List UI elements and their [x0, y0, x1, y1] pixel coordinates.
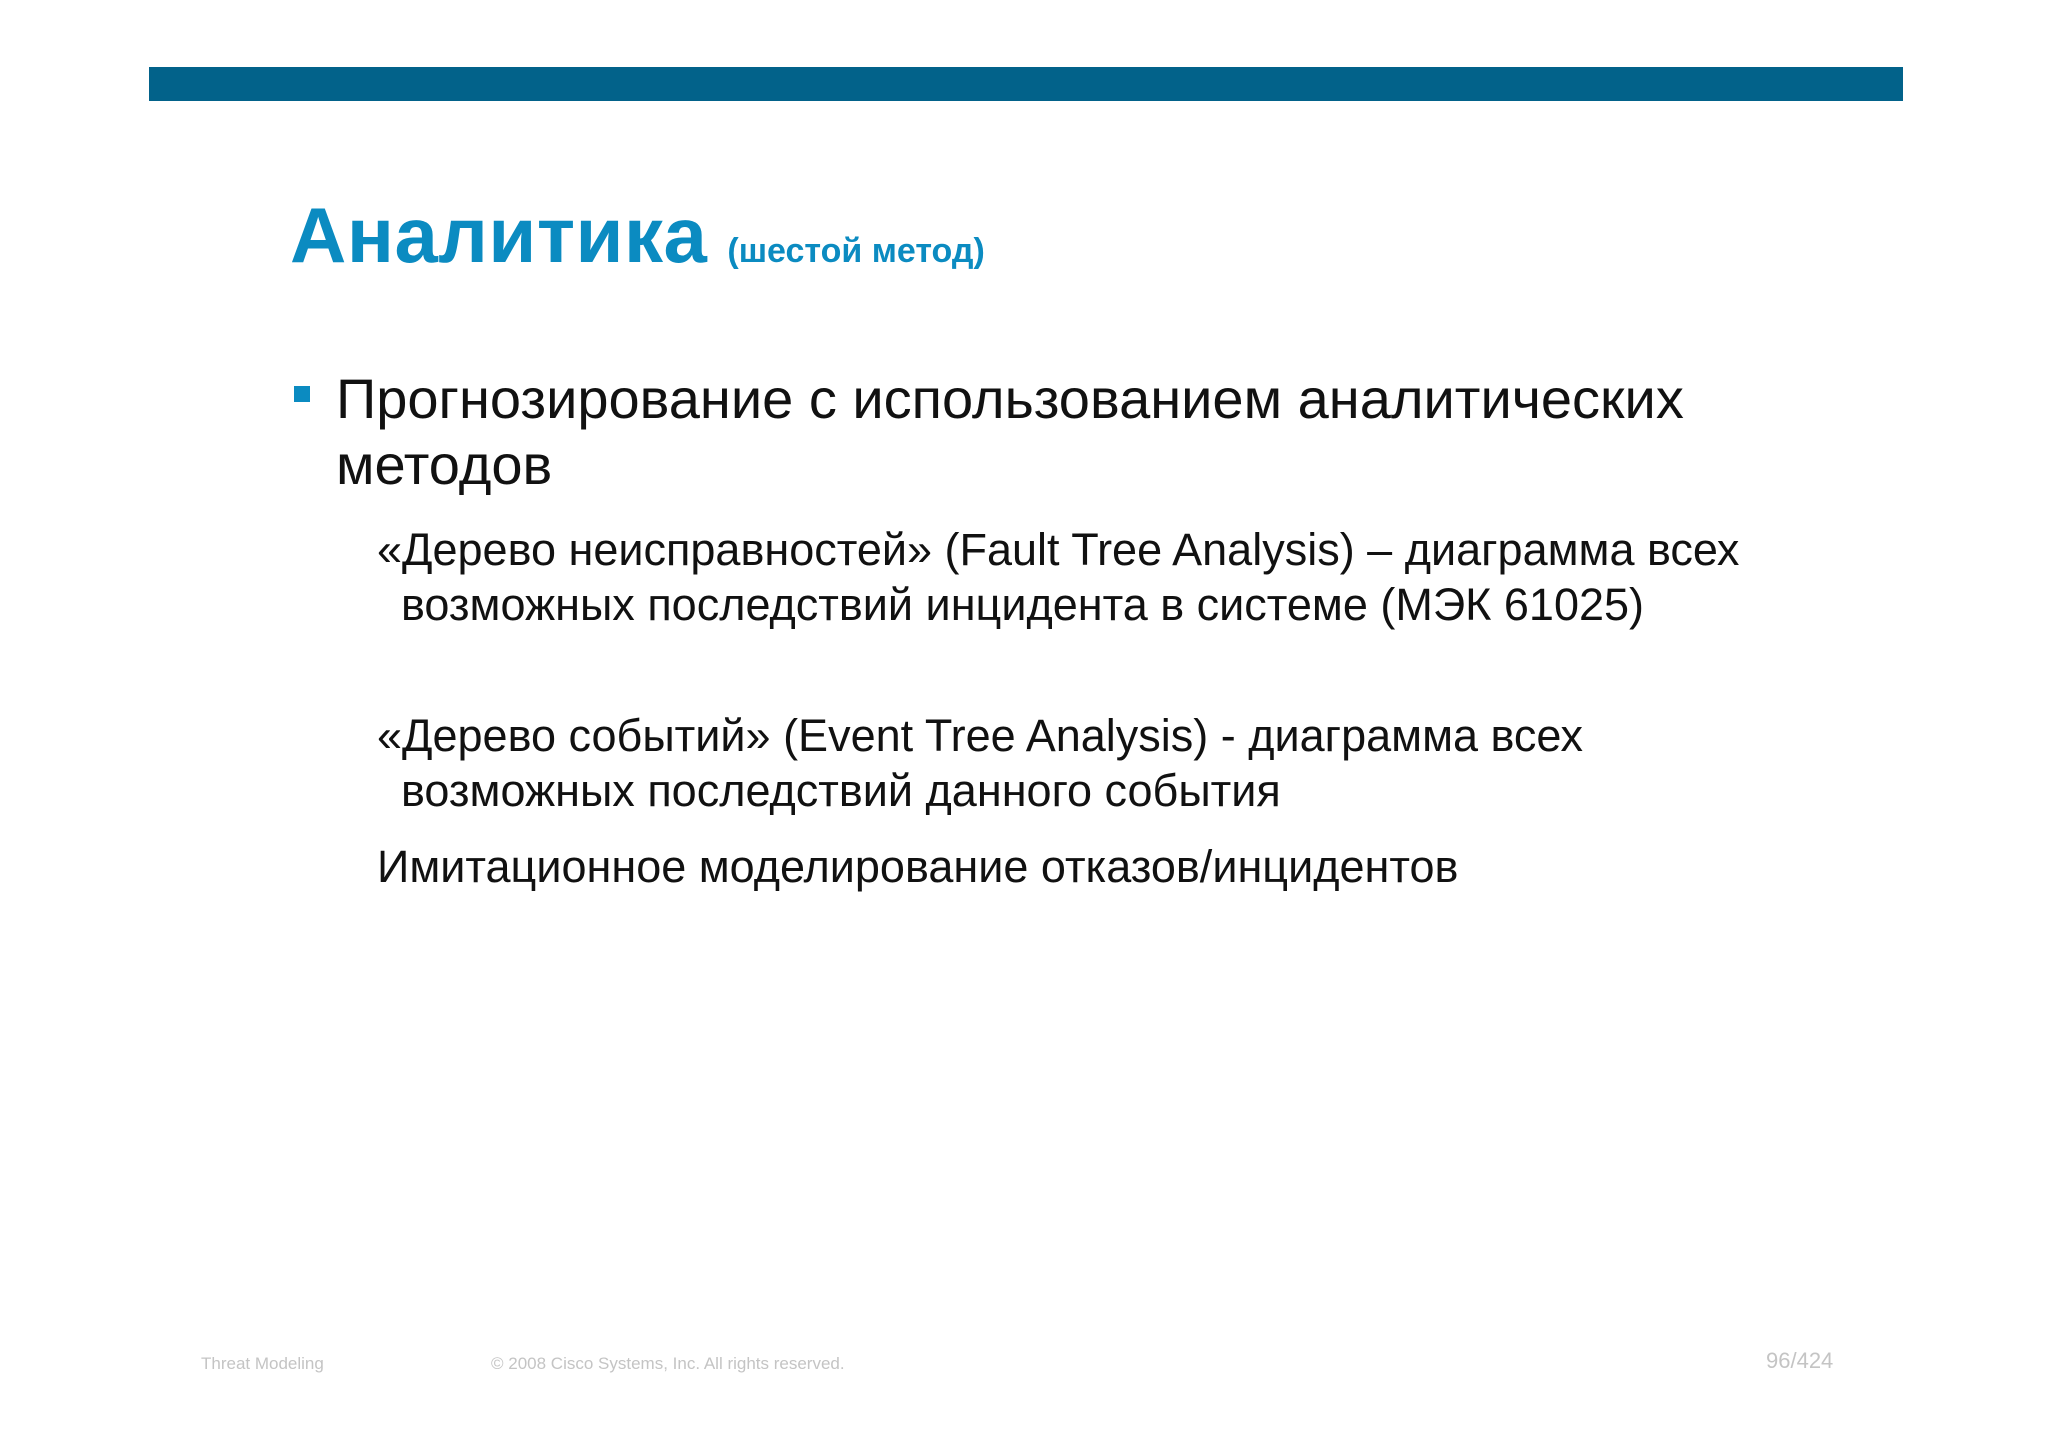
footer-copyright: © 2008 Cisco Systems, Inc. All rights reserved. [491, 1354, 845, 1373]
title-row [290, 190, 985, 281]
footer-title: Threat Modeling [201, 1354, 324, 1373]
slide-subtitle: (шестой метод) [727, 232, 985, 270]
sub-item-event-tree: «Дерево событий» (Event Tree Analysis) - диаграмма всех возможных последствий данного события [377, 710, 1583, 816]
sub-item-simulation: Имитационное моделирование отказов/инцидентов [377, 841, 1459, 892]
slide-title: Аналитика [290, 191, 708, 279]
sub-item-fault-tree: «Дерево неисправностей» (Fault Tree Analysis) – диаграмма всех возможных последствий инцидента в системе (МЭК 61025) [377, 524, 1740, 630]
main-bullet-text: Прогнозирование с использованием аналитических методов [336, 367, 1684, 496]
header-bar [149, 67, 1903, 101]
main-bullet [290, 366, 1790, 498]
square-bullet-icon [294, 386, 310, 402]
page-number: 96/424 [1766, 1348, 1834, 1373]
